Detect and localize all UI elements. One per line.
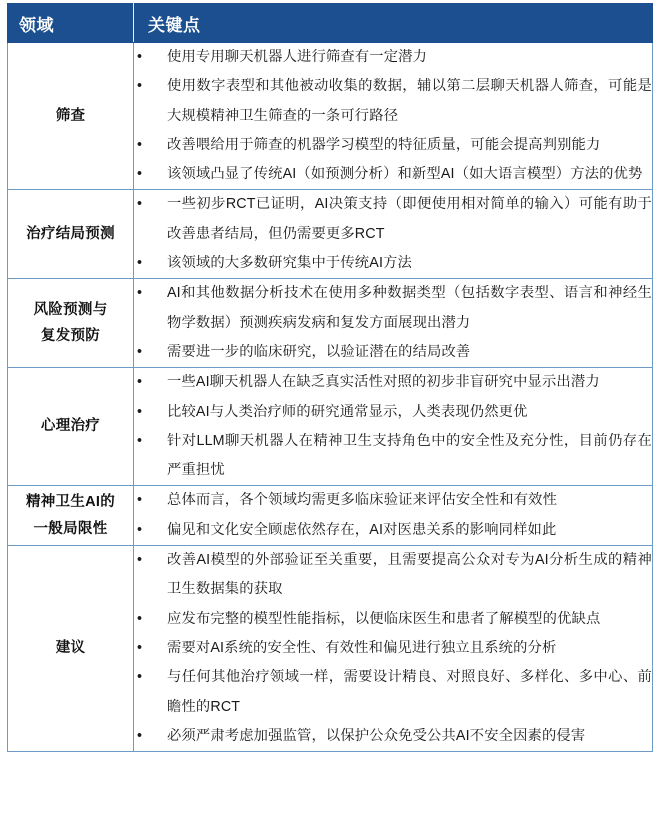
key-point-item: [134, 368, 652, 397]
bullet-icon: •: [137, 639, 143, 656]
key-points-list: [134, 368, 652, 485]
table-header: [8, 4, 653, 43]
key-points-list: [134, 279, 652, 367]
bullet-icon: •: [137, 727, 143, 744]
bullet-icon: •: [137, 492, 143, 509]
key-point-item: [134, 663, 652, 722]
key-point-text: 针对LLM聊天机器人在精神卫生支持角色中的安全性及充分性，目前仍存在严重担忧: [167, 432, 652, 479]
key-point-item: [134, 605, 652, 634]
domain-label-line: 治疗结局预测: [26, 226, 115, 243]
key-point-text: 该领域凸显了传统AI（如预测分析）和新型AI（如大语言模型）方法的优势: [167, 166, 643, 183]
key-points-list: [134, 43, 652, 189]
table-body: [8, 43, 653, 752]
bullet-icon: •: [137, 432, 143, 449]
key-point-text: 需要对AI系统的安全性、有效性和偏见进行独立且系统的分析: [167, 639, 557, 656]
key-point-text: 改善AI模型的外部验证至关重要，且需要提高公众对专为AI分析生成的精神卫生数据集的获取: [167, 552, 652, 598]
domain-cell: [8, 279, 134, 368]
domain-label-line: 心理治疗: [40, 418, 101, 435]
bullet-icon: •: [137, 49, 143, 65]
key-point-item: [134, 427, 652, 486]
key-point-item: [134, 338, 652, 367]
key-points-list: [134, 546, 652, 751]
bullet-icon: •: [137, 166, 143, 183]
key-point-item: [134, 279, 652, 338]
key-point-text: 改善喂给用于筛查的机器学习模型的特征质量，可能会提高判别能力: [167, 136, 601, 153]
bullet-icon: •: [137, 552, 143, 569]
key-point-text: 与任何其他治疗领域一样，需要设计精良、对照良好、多样化、多中心、前瞻性的RCT: [167, 669, 652, 715]
key-point-item: [134, 634, 652, 663]
bullet-icon: •: [137, 196, 143, 213]
key-points-cell: [134, 190, 653, 279]
table-row: [8, 546, 653, 752]
bullet-icon: •: [137, 136, 143, 153]
column-header-key-points: 关键点: [134, 4, 653, 43]
domain-label-line: 复发预防: [40, 328, 101, 345]
bullet-icon: •: [137, 374, 143, 391]
key-point-text: 一些初步RCT已证明，AI决策支持（即便使用相对简单的输入）可能有助于改善患者结局，但仍需要更多RCT: [167, 196, 652, 242]
key-point-item: [134, 249, 652, 278]
column-header-domain: 领域: [8, 4, 134, 43]
bullet-icon: •: [137, 521, 143, 538]
key-point-item: [134, 190, 652, 249]
domain-cell: [8, 43, 134, 190]
key-point-item: [134, 160, 652, 189]
key-point-item: [134, 72, 652, 131]
key-point-text: 比较AI与人类治疗师的研究通常显示，人类表现仍然更优: [167, 403, 528, 420]
key-point-text: 使用数字表型和其他被动收集的数据，辅以第二层聊天机器人筛查，可能是大规模精神卫生筛查的一条可行路径: [167, 78, 652, 124]
key-point-item: [134, 131, 652, 160]
key-point-text: 使用专用聊天机器人进行筛查有一定潜力: [167, 49, 428, 65]
table-row: [8, 43, 653, 190]
header-row: [8, 4, 653, 43]
bullet-icon: •: [137, 669, 143, 686]
table-row: [8, 368, 653, 486]
domain-cell: [8, 546, 134, 752]
key-point-text: 需要进一步的临床研究，以验证潜在的结局改善: [167, 343, 471, 360]
domain-label-line: 建议: [55, 640, 86, 657]
domain-cell: [8, 486, 134, 546]
key-point-text: 必须严肃考虑加强监管，以保护公众免受公共AI不安全因素的侵害: [167, 727, 586, 744]
key-point-text: AI和其他数据分析技术在使用多种数据类型（包括数字表型、语言和神经生物学数据）预测疾病发病和复发方面展现出潜力: [167, 285, 652, 331]
key-point-text: 应发布完整的模型性能指标，以便临床医生和患者了解模型的优缺点: [167, 610, 601, 627]
key-point-text: 总体而言，各个领域均需更多临床验证来评估安全性和有效性: [167, 492, 558, 509]
key-point-text: 该领域的大多数研究集中于传统AI方法: [167, 255, 412, 272]
key-point-item: [134, 546, 652, 605]
key-point-item: [134, 486, 652, 515]
table-row: [8, 486, 653, 546]
key-points-cell: [134, 43, 653, 190]
key-points-list: [134, 190, 652, 278]
key-points-cell: [134, 368, 653, 486]
bullet-icon: •: [137, 343, 143, 360]
key-point-item: [134, 398, 652, 427]
key-point-text: 偏见和文化安全顾虑依然存在，AI对医患关系的影响同样如此: [167, 521, 557, 538]
bullet-icon: •: [137, 403, 143, 420]
key-points-cell: [134, 486, 653, 546]
domain-cell: [8, 190, 134, 279]
key-point-text: 一些AI聊天机器人在缺乏真实活性对照的初步非盲研究中显示出潜力: [167, 374, 600, 391]
domain-label-line: 筛查: [55, 107, 86, 124]
table-row: [8, 279, 653, 368]
bullet-icon: •: [137, 255, 143, 272]
key-point-item: [134, 722, 652, 751]
key-point-item: [134, 43, 652, 72]
table-row: [8, 190, 653, 279]
key-points-list: [134, 486, 652, 545]
domain-cell: [8, 368, 134, 486]
bullet-icon: •: [137, 78, 143, 95]
domain-label-line: 精神卫生AI的: [25, 493, 116, 510]
key-points-cell: [134, 279, 653, 368]
key-point-item: [134, 516, 652, 545]
key-points-cell: [134, 546, 653, 752]
bullet-icon: •: [137, 610, 143, 627]
domain-label-line: 一般局限性: [33, 520, 108, 537]
summary-table: [7, 3, 653, 752]
domain-label-line: 风险预测与: [33, 301, 108, 318]
bullet-icon: •: [137, 285, 143, 302]
